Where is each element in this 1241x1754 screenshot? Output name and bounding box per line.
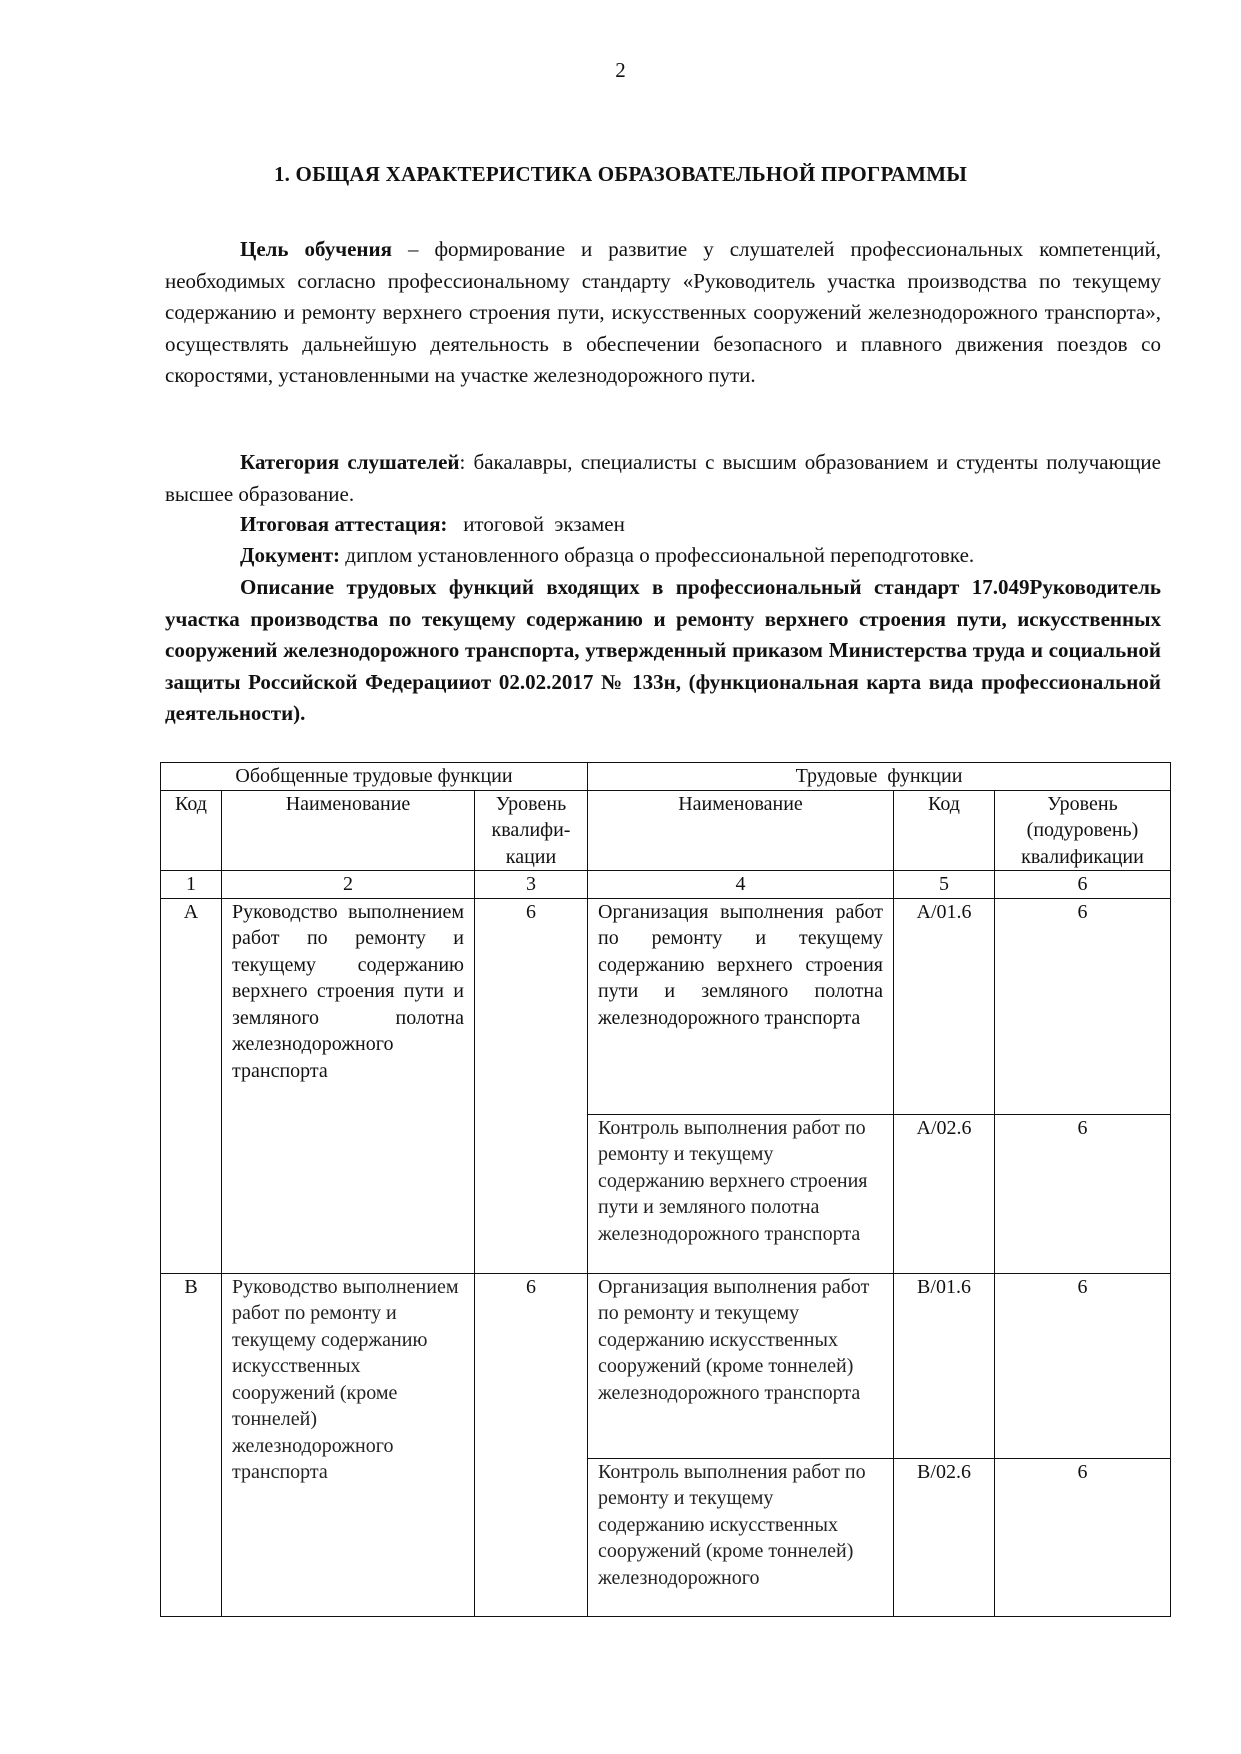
function-level: 6 — [995, 1458, 1171, 1616]
header-code: Код — [161, 790, 222, 871]
function-level: 6 — [995, 1273, 1171, 1458]
goal-text: – формирование и развитие у слушателей профессиональных компетенций, необходимых согласно профессиональному стандарту «Руководитель участка производства по текущему содержанию и ремонту верхнего строения пути, искусственных сооружений железнодорожного транспорта», осуществлять дальнейшую деятельность в обеспечении безопасного и плавного движения поездов со скоростями, установленными на участке железнодорожного пути. — [165, 237, 1162, 387]
document-text: диплом установленного образца о профессиональной переподготовке. — [340, 543, 975, 567]
function-code: B/01.6 — [894, 1273, 995, 1458]
generalized-functions-header: Обобщенные трудовые функции — [161, 763, 588, 791]
col-number: 6 — [995, 871, 1171, 899]
group-code: A — [161, 898, 222, 1273]
function-name: Контроль выполнения работ по ремонту и текущему содержанию верхнего строения пути и земляного полотна железнодорожного транспорта — [588, 1114, 894, 1273]
table-row — [161, 1273, 1171, 1458]
audience-label: Категория слушателей — [240, 450, 460, 474]
function-name: Организация выполнения работ по ремонту и текущему содержанию верхнего строения пути и земляного полотна железнодорожного транспорта — [588, 898, 894, 1114]
group-header-row — [161, 763, 1171, 791]
goal-label: Цель обучения — [240, 237, 392, 261]
column-header-row — [161, 790, 1171, 871]
document-label: Документ: — [240, 543, 341, 567]
col-number: 4 — [588, 871, 894, 899]
description-paragraph: Описание трудовых функций входящих в профессиональный стандарт 17.049Руководитель участка производства по текущему содержанию и ремонту верхнего строения пути, искусственных сооружений железнодорожного транспорта, утвержденный приказом Министерства труда и социальной защиты Российской Федерацииот 02.02.2017 № 133н, (функциональная карта вида профессиональной деятельности). — [165, 575, 1161, 725]
labor-functions-header: Трудовые функции — [588, 763, 1171, 791]
col-number: 3 — [475, 871, 588, 899]
function-code: A/02.6 — [894, 1114, 995, 1273]
attestation-paragraph — [165, 509, 1161, 541]
attestation-text: итоговой экзамен — [447, 512, 625, 536]
function-level: 6 — [995, 898, 1171, 1114]
group-code: B — [161, 1273, 222, 1616]
function-code: B/02.6 — [894, 1458, 995, 1616]
attestation-label: Итоговая аттестация: — [240, 512, 448, 536]
function-level: 6 — [995, 1114, 1171, 1273]
table-row — [161, 898, 1171, 1114]
audience-paragraph — [165, 447, 1161, 510]
group-level: 6 — [475, 1273, 588, 1616]
document-paragraph — [165, 540, 1161, 572]
audience-text: : бакалавры, специалисты с высшим образованием и студенты получающие высшее образование. — [165, 450, 1161, 506]
col-number: 1 — [161, 871, 222, 899]
page-number: 2 — [615, 58, 626, 82]
column-number-row — [161, 871, 1171, 899]
header-function-level: Уровень (подуровень) квалификации — [995, 790, 1171, 871]
goal-paragraph — [165, 234, 1161, 392]
group-name: Руководство выполнением работ по ремонту и текущему содержанию искусственных сооружений (кроме тоннелей) железнодорожного транспорта — [222, 1273, 475, 1616]
header-function-code: Код — [894, 790, 995, 871]
col-number: 2 — [222, 871, 475, 899]
col-number: 5 — [894, 871, 995, 899]
function-code: A/01.6 — [894, 898, 995, 1114]
group-name: Руководство выполнением работ по ремонту и текущему содержанию верхнего строения пути и земляного полотна железнодорожного транспорта — [222, 898, 475, 1273]
function-name: Контроль выполнения работ по ремонту и текущему содержанию искусственных сооружений (кроме тоннелей) железнодорожного — [588, 1458, 894, 1616]
header-level: Уровень квалифи-кации — [475, 790, 588, 871]
section-heading: 1. ОБЩАЯ ХАРАКТЕРИСТИКА ОБРАЗОВАТЕЛЬНОЙ ПРОГРАММЫ — [273, 162, 968, 186]
function-name: Организация выполнения работ по ремонту и текущему содержанию искусственных сооружений (кроме тоннелей) железнодорожного транспорта — [588, 1273, 894, 1458]
header-function-name: Наименование — [588, 790, 894, 871]
group-level: 6 — [475, 898, 588, 1273]
functions-table — [160, 762, 1171, 1617]
header-name: Наименование — [222, 790, 475, 871]
